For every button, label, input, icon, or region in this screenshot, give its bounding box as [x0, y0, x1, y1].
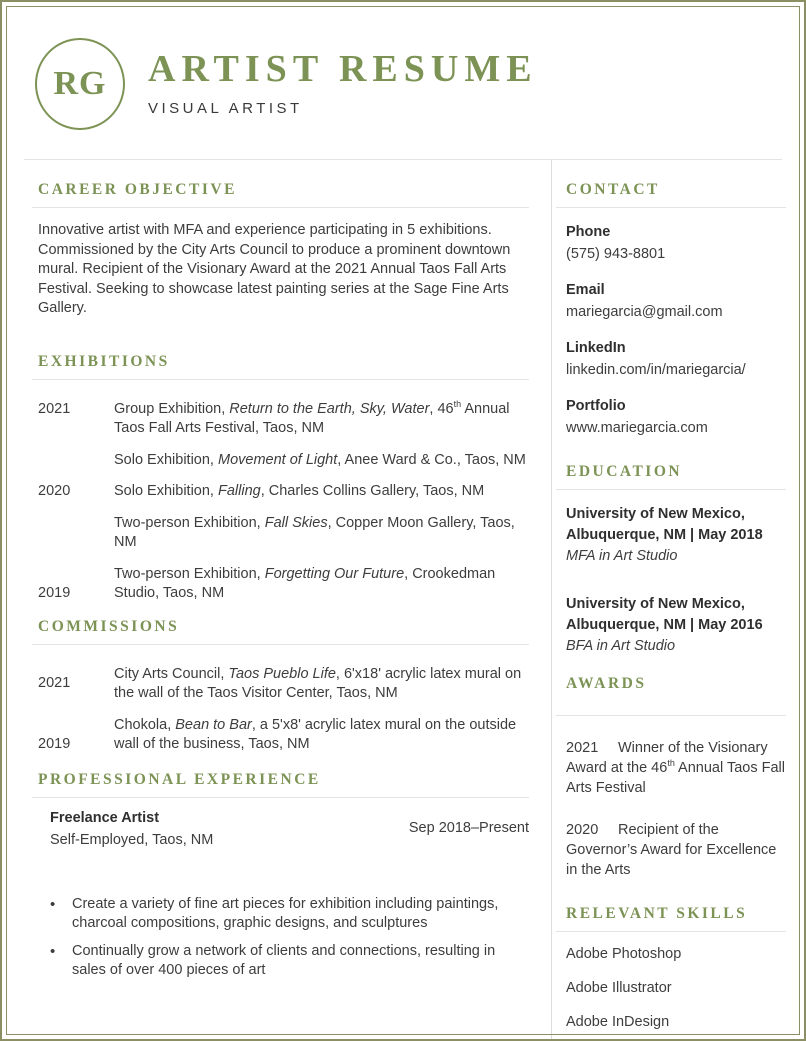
exhibition-text: Two-person Exhibition, Fall Skies, Copper Moon Gallery, Taos, NM [114, 514, 515, 550]
commission-year: 2019 [38, 736, 71, 752]
contact-label: Portfolio [566, 398, 626, 414]
experience-bullet: • Continually grow a network of clients and connections, resulting in sales of over 400 pieces of art [50, 942, 529, 981]
exhibitions-heading: EXHIBITIONS [32, 352, 529, 380]
header [2, 2, 804, 130]
award-text: Winner of the Visionary Award at the 46th Annual Taos Fall Arts Festival [566, 740, 785, 796]
sidebar-column [551, 160, 786, 1041]
education-school: University of New Mexico, Albuquerque, NM | May 2016 [566, 596, 763, 633]
monogram-text: RG [53, 65, 107, 103]
career-objective-text: Innovative artist with MFA and experience participating in 5 exhibitions. Commissioned by the City Arts Council to produce a prominent downtown mural. Recipient of the Visionary Award at the 2021 Annual Taos Fall Arts Festival. Seeking to showcase latest painting series at the Sage Fine Arts Gallery. [38, 222, 511, 316]
contact-item-phone [566, 222, 786, 264]
exhibition-text: Group Exhibition, Return to the Earth, Sky, Water, 46th Annual Taos Fall Arts Festival, Taos, NM [114, 398, 510, 436]
education-school: University of New Mexico, Albuquerque, NM | May 2018 [566, 506, 763, 543]
section-professional-experience [32, 770, 529, 981]
page-title: ARTIST RESUME [148, 48, 538, 91]
exhibition-year [32, 514, 114, 553]
experience-bullet: • Create a variety of fine art pieces for exhibition including paintings, charcoal compositions, graphic designs, and sculptures [50, 895, 529, 934]
skills-list [556, 944, 786, 1032]
content-columns [2, 160, 804, 1030]
exhibition-text: Solo Exhibition, Falling, Charles Collins Gallery, Taos, NM [114, 483, 485, 499]
exhibitions-list [32, 400, 529, 604]
exhibition-entry [32, 514, 529, 553]
skill-item: Adobe Photoshop [566, 946, 682, 962]
exhibition-year [32, 451, 114, 471]
exhibition-year: 2021 [38, 400, 71, 417]
contact-value: www.mariegarcia.com [566, 420, 708, 436]
contact-item-portfolio [566, 396, 786, 438]
award-entry [566, 820, 786, 880]
contact-value: linkedin.com/in/mariegarcia/ [566, 362, 746, 378]
award-entry [566, 738, 786, 798]
commissions-list [32, 665, 529, 755]
education-degree: MFA in Art Studio [566, 548, 678, 564]
exhibition-year: 2020 [38, 483, 71, 499]
header-titles [148, 49, 538, 119]
career-objective-heading: CAREER OBJECTIVE [32, 180, 529, 208]
experience-organization: Self-Employed, Taos, NM [50, 831, 214, 848]
experience-role: Freelance Artist [50, 809, 160, 826]
section-education [556, 462, 786, 657]
award-year: 2020 [566, 822, 599, 838]
contact-label: Email [566, 282, 605, 298]
contact-item-email [566, 280, 786, 322]
exhibition-entry [32, 482, 529, 502]
contact-heading: CONTACT [556, 180, 786, 208]
exhibition-entry [32, 400, 529, 439]
exhibition-text: Two-person Exhibition, Forgetting Our Future, Crookedman Studio, Taos, NM [114, 565, 496, 601]
awards-heading: AWARDS [566, 675, 647, 692]
education-heading: EDUCATION [556, 462, 786, 490]
experience-entry [50, 807, 529, 851]
commissions-heading: COMMISSIONS [32, 617, 529, 645]
commission-text: Chokola, Bean to Bar, a 5'x8' acrylic latex mural on the outside wall of the business, Taos, NM [114, 716, 517, 752]
education-entry [566, 504, 786, 567]
contact-item-linkedin [566, 338, 786, 380]
skill-item: Adobe InDesign [566, 1014, 670, 1030]
section-exhibitions [32, 352, 529, 604]
experience-heading: PROFESSIONAL EXPERIENCE [32, 770, 529, 798]
commission-year: 2021 [38, 675, 71, 692]
exhibition-text: Solo Exhibition, Movement of Light, Anee Ward & Co., Taos, NM [114, 451, 526, 468]
experience-dates: Sep 2018–Present [408, 819, 529, 836]
main-column [32, 160, 551, 1041]
exhibition-year: 2019 [38, 585, 71, 601]
award-text: Recipient of the Governor’s Award for Excellence in the Arts [566, 822, 777, 878]
section-contact [556, 180, 786, 438]
contact-list [556, 222, 786, 438]
section-awards [556, 674, 786, 880]
award-year: 2021 [566, 740, 599, 756]
section-career-objective [32, 180, 529, 319]
contact-value: mariegarcia@gmail.com [566, 304, 723, 320]
awards-list [556, 738, 786, 880]
contact-value: (575) 943-8801 [566, 246, 666, 262]
skills-heading: RELEVANT SKILLS [556, 904, 786, 932]
contact-label: LinkedIn [566, 340, 626, 356]
experience-role-org [50, 807, 213, 851]
skill-item: Adobe Illustrator [566, 980, 672, 996]
page-subtitle: VISUAL ARTIST [148, 100, 303, 118]
awards-divider [556, 715, 786, 716]
commission-entry [32, 716, 529, 755]
education-degree: BFA in Art Studio [566, 638, 676, 654]
exhibition-entry [32, 565, 529, 604]
section-relevant-skills [556, 904, 786, 1032]
education-entry [566, 594, 786, 657]
commission-entry [32, 665, 529, 704]
experience-bullet-list [50, 895, 529, 981]
education-list [556, 504, 786, 657]
contact-label: Phone [566, 224, 611, 240]
monogram-badge [35, 38, 125, 130]
commission-text: City Arts Council, Taos Pueblo Life, 6'x18' acrylic latex mural on the wall of the Taos Visitor Center, Taos, NM [114, 665, 522, 701]
exhibition-entry [32, 451, 529, 471]
section-commissions [32, 617, 529, 755]
